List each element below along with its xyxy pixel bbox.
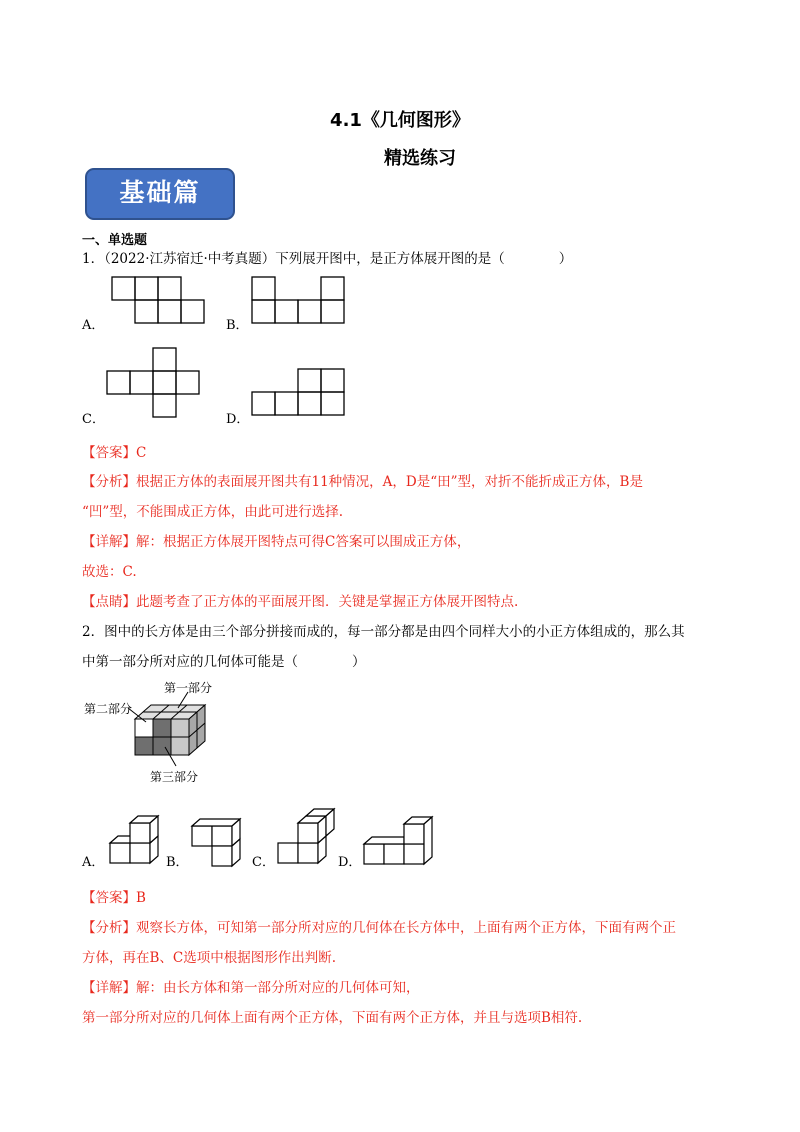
q1-analysis: 【分析】根据正方体的表面展开图共有11种情况，A，D是“田”型，对折不能折成正方体，B是 xyxy=(82,474,643,490)
q1-detail-conclusion: 故选：C. xyxy=(82,564,137,580)
section-banner: 基础篇 xyxy=(85,168,235,220)
q2-detail-conclusion: 第一部分所对应的几何体上面有两个正方体，下面有两个正方体，并且与选项B相符. xyxy=(82,1010,583,1026)
q2-option-d: D． xyxy=(338,855,362,870)
label-part-2: 第二部分 xyxy=(84,702,133,716)
q1-comment: 【点睛】此题考查了正方体的平面展开图．关键是掌握正方体展开图特点. xyxy=(82,594,519,610)
q1-option-a: A． xyxy=(82,318,105,333)
q2-analysis: 【分析】观察长方体，可知第一部分所对应的几何体在长方体中，上面有两个正方体，下面有两个正 xyxy=(82,920,676,936)
q1-option-c: C． xyxy=(82,412,105,427)
q1-detail: 【详解】解：根据正方体展开图特点可得C答案可以围成正方体， xyxy=(82,534,471,550)
q2-answer: 【答案】B xyxy=(82,890,146,906)
q2-option-b: B． xyxy=(166,855,189,870)
q1-analysis-cont: “凹”型，不能围成正方体，由此可进行选择. xyxy=(82,504,344,520)
page-subtitle: 精选练习 xyxy=(384,148,456,169)
q2-stem: 2．图中的长方体是由三个部分拼接而成的，每一部分都是由四个同样大小的小正方体组成的，那么其 xyxy=(82,624,685,640)
q1-answer: 【答案】C xyxy=(82,445,147,461)
q2-option-a: A． xyxy=(82,855,105,870)
label-part-3: 第三部分 xyxy=(150,770,199,784)
q1-option-d: D． xyxy=(226,412,250,427)
q2-stem-cont: 中第一部分所对应的几何体可能是（ ） xyxy=(82,654,366,670)
q2-option-c: C． xyxy=(252,855,275,870)
q1-option-b: B． xyxy=(226,318,249,333)
q1-stem: 1．（2022·江苏宿迁·中考真题）下列展开图中，是正方体展开图的是（ ） xyxy=(82,251,573,267)
page-title: 4.1《几何图形》 xyxy=(330,110,470,131)
q2-detail: 【详解】解：由长方体和第一部分所对应的几何体可知， xyxy=(82,980,420,996)
section-heading: 一、单选题 xyxy=(82,233,148,248)
q2-analysis-cont: 方体，再在B、C选项中根据图形作出判断. xyxy=(82,950,337,966)
label-part-1: 第一部分 xyxy=(164,681,213,695)
